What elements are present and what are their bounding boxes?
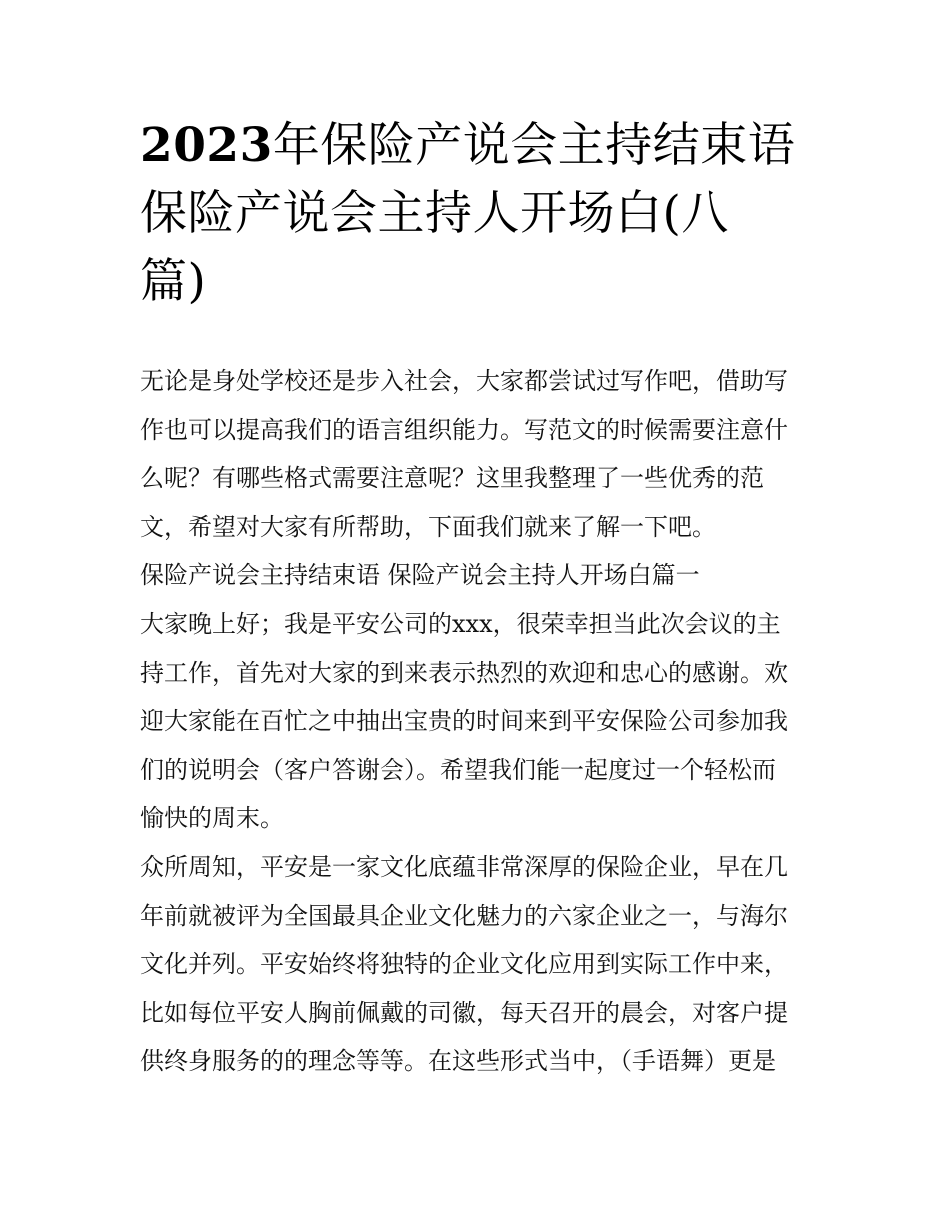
body-line: 愉快的周末。 [140, 804, 284, 833]
body-line: 众所周知，平安是一家文化底蕴非常深厚的保险企业，早在几 [140, 852, 788, 881]
title-year: 2023 [140, 118, 273, 173]
title-text: 保险产说会主持人开场白(八 [140, 186, 729, 241]
body-line: 持工作，首先对大家的到来表示热烈的欢迎和忠心的感谢。欢 [140, 658, 788, 687]
body-line: 文化并列。平安始终将独特的企业文化应用到实际工作中来， [140, 950, 788, 979]
intro-line: 文，希望对大家有所帮助，下面我们就来了解一下吧。 [140, 512, 716, 541]
title-line [140, 180, 820, 248]
section-heading: 保险产说会主持结束语 保险产说会主持人开场白篇一 [140, 561, 700, 590]
body-line: 们的说明会（客户答谢会）。希望我们能一起度过一个轻松而 [140, 755, 776, 784]
document-body [140, 357, 820, 1086]
title-line [140, 112, 820, 180]
document-title [140, 112, 820, 316]
body-line: 迎大家能在百忙之中抽出宝贵的时间来到平安保险公司参加我 [140, 707, 788, 736]
title-line [140, 248, 820, 316]
body-line: 比如每位平安人胸前佩戴的司徽，每天召开的晨会，对客户提 [140, 998, 788, 1027]
body-line: 大家晚上好；我是平安公司的xxx，很荣幸担当此次会议的主 [140, 609, 781, 638]
title-text: 年保险产说会主持结束语 [272, 118, 796, 173]
intro-line: 无论是身处学校还是步入社会，大家都尝试过写作吧，借助写 [140, 367, 788, 395]
body-line: 供终身服务的的理念等等。在这些形式当中，（手语舞）更是 [140, 1047, 776, 1076]
body-line: 年前就被评为全国最具企业文化魅力的六家企业之一，与海尔 [140, 901, 788, 930]
intro-line: 么呢？有哪些格式需要注意呢？这里我整理了一些优秀的范 [140, 464, 764, 493]
intro-line: 作也可以提高我们的语言组织能力。写范文的时候需要注意什 [140, 415, 788, 444]
title-text: 篇) [140, 254, 207, 309]
